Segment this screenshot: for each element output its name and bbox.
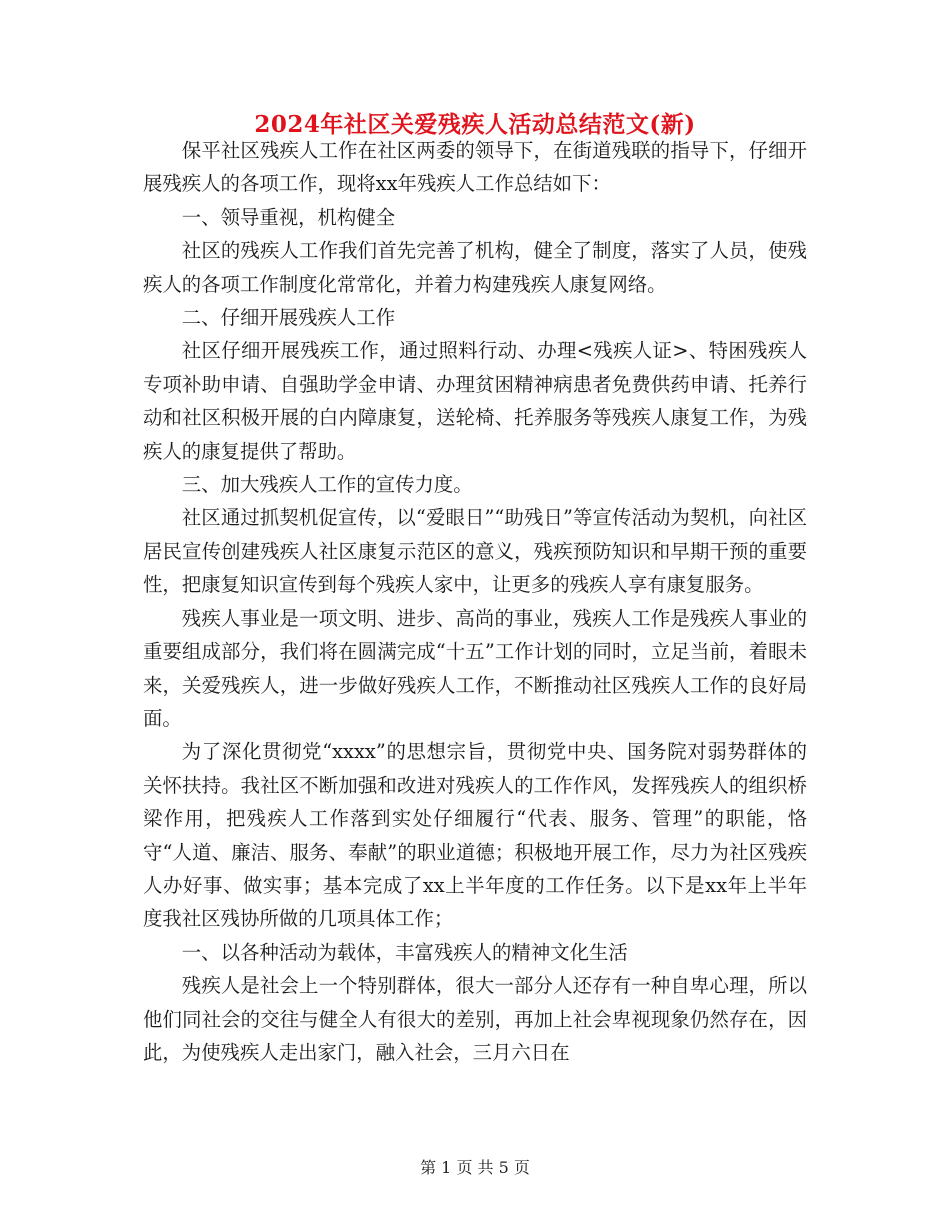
- section-heading-1: 一、领导重视，机构健全: [181, 205, 396, 229]
- paragraph: 残疾人是社会上一个特别群体，很大一部分人还存有一种自卑心理，所以他们同社会的交往与健全人有很大的差别，再加上社会卑视现象仍然存在，因此，为使残疾人走出家门，融入社会，三月六日在: [143, 974, 807, 1064]
- document-body: [143, 134, 807, 1069]
- section-heading-3: 三、加大残疾人工作的宣传力度。: [181, 473, 473, 497]
- document-title: 2024年社区关爱残疾人活动总结范文(新): [254, 111, 696, 138]
- paragraph: 社区通过抓契机促宣传，以“爱眼日”“助残日”等宣传活动为契机，向社区居民宣传创建残疾人社区康复示范区的意义，残疾预防知识和早期干预的重要性，把康复知识宣传到每个残疾人家中，让更多的残疾人享有康复服务。: [143, 506, 807, 597]
- section-heading-4: 一、以各种活动为载体，丰富残疾人的精神文化生活: [181, 940, 628, 964]
- paragraph: 社区的残疾人工作我们首先完善了机构，健全了制度，落实了人员，使残疾人的各项工作制度化常常化，并着力构建残疾人康复网络。: [143, 239, 807, 296]
- paragraph: 为了深化贯彻党“xxxx”的思想宗旨，贯彻党中央、国务院对弱势群体的关怀扶持。我社区不断加强和改进对残疾人的工作作风，发挥残疾人的组织桥梁作用，把残疾人工作落到实处仔细履行“代表、服务、管理”的职能，恪守“人道、廉洁、服务、奉献”的职业道德；积极地开展工作，尽力为社区残疾人办好事、做实事；基本完成了xx上半年度的工作任务。以下是xx年上半年度我社区残协所做的几项具体工作；: [143, 740, 807, 931]
- paragraph: 残疾人事业是一项文明、进步、高尚的事业，残疾人工作是残疾人事业的重要组成部分，我们将在圆满完成“十五”工作计划的同时，立足当前，着眼未来，关爱残疾人，进一步做好残疾人工作，不断推动社区残疾人工作的良好局面。: [143, 606, 807, 730]
- page-footer: [0, 1155, 950, 1178]
- paragraph: 社区仔细开展残疾工作，通过照料行动、办理<残疾人证>、特困残疾人专项补助申请、自强助学金申请、办理贫困精神病患者免费供药申请、托养行动和社区积极开展的白内障康复，送轮椅、托养服务等残疾人康复工作，为残疾人的康复提供了帮助。: [143, 339, 807, 463]
- section-heading-2: 二、仔细开展残疾人工作: [181, 306, 396, 330]
- paragraph-intro: 保平社区残疾人工作在社区两委的领导下，在街道残联的指导下，仔细开展残疾人的各项工作，现将xx年残疾人工作总结如下：: [143, 139, 807, 196]
- page-number-label: 第 1 页 共 5 页: [420, 1158, 530, 1177]
